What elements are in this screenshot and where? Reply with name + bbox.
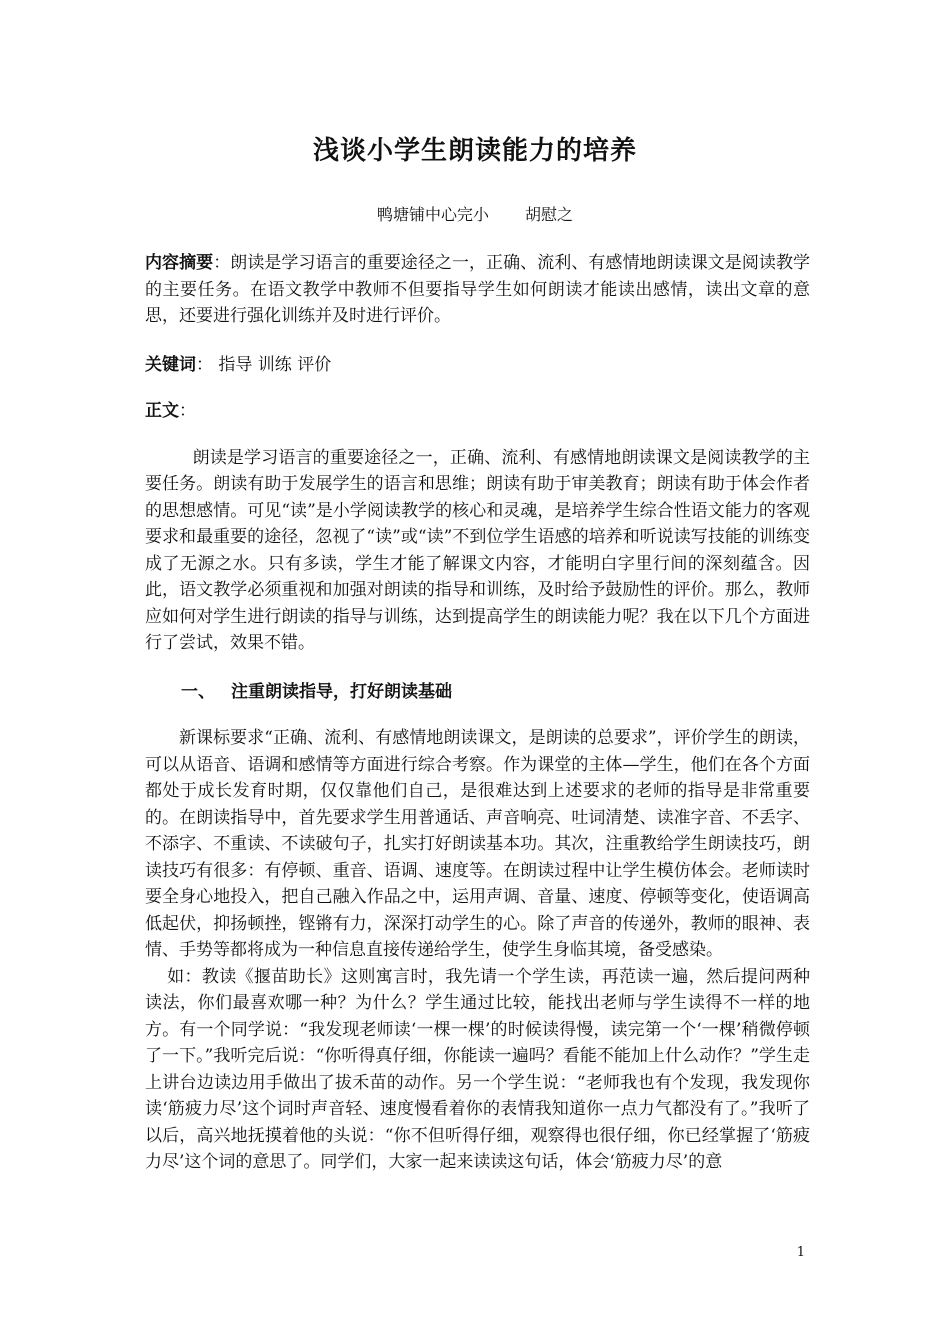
intro-paragraph: 朗读是学习语言的重要途径之一，正确、流利、有感情地朗读课文是阅读教学的主要任务。朗读有助于发展学生的语言和思维；朗读有助于审美教育；朗读有助于体会作者的思想感情。可见“读”是小学阅读教学的核心和灵魂，是培养学生综合性语文能力的客观要求和最重要的途径，忽视了“读”或“读”不到位学生语感的培养和听说读写技能的训练变成了无源之水。只有多读，学生才能了解课文内容，才能明白字里行间的深刻蕴含。因此，语文教学必须重视和加强对朗读的指导和训练，及时给予鼓励性的评价。那么，教师应如何对学生进行朗读的指导与训练，达到提高学生的朗读能力呢？我在以下几个方面进行了尝试，效果不错。: [145, 447, 810, 653]
section-title: 注重朗读指导，打好朗读基础: [231, 681, 452, 702]
keywords-text: ： 指导 训练 评价: [196, 354, 332, 375]
body-label: 正文: [145, 401, 179, 421]
document-title: 浅谈小学生朗读能力的培养: [312, 136, 637, 166]
author-line: [0, 202, 950, 225]
body-label-suffix: ：: [179, 401, 196, 421]
section-paragraph-2: 如：教读《揠苗助长》这则寓言时，我先请一个学生读，再范读一遍，然后提问两种读法，你们最喜欢哪一种？为什么？学生通过比较，能找出老师与学生读得不一样的地方。有一个同学说：“我发现老师读‘一棵一棵’的时候读得慢，读完第一个‘一棵’稍微停顿了一下。”我听完后说：“你听得真仔细，你能读一遍吗？看能不能加上什么动作？”学生走上讲台边读边用手做出了拔禾苗的动作。另一个学生说：“老师我也有个发现，我发现你读‘筋疲力尽’这个词时声音轻、速度慢看着你的表情我知道你一点力气都没有了。”我听了以后，高兴地抚摸着他的头说：“你不但听得仔细，观察得也很仔细，你已经掌握了‘筋疲力尽’这个词的意思了。同学们，大家一起来读读这句话，体会‘筋疲力尽’的意: [145, 966, 810, 1172]
section-paragraph-1: 新课标要求“正确、流利、有感情地朗读课文，是朗读的总要求”，评价学生的朗读，可以从语音、语调和感情等方面进行综合考察。作为课堂的主体—学生，他们在各个方面都处于成长发育时期，仅仅靠他们自己，是很难达到上述要求的老师的指导是非常重要的。在朗读指导中，首先要求学生用普通话、声音响亮、吐词清楚、读准字音、不丢字、不添字、不重读、不读破句子，扎实打好朗读基本功。其次，注重教给学生朗读技巧，朗读技巧有很多：有停顿、重音、语调、速度等。在朗读过程中让学生模仿体会。老师读时要全身心地投入，把自己融入作品之中，运用声调、音量、速度、停顿等变化，使语调高低起伏，抑扬顿挫，铿锵有力，深深打动学生的心。除了声音的传递外，教师的眼神、表情、手势等都将成为一种信息直接传递给学生，使学生身临其境，备受感染。: [145, 728, 810, 960]
document-content: [145, 250, 810, 1176]
author-name: 胡慰之: [525, 205, 574, 224]
page-number: 1: [796, 1245, 805, 1260]
section-heading: [145, 679, 810, 706]
keywords-paragraph: [145, 352, 810, 379]
keywords-label: 关键词: [145, 354, 196, 375]
abstract-text: ：朗读是学习语言的重要途径之一，正确、流利、有感情地朗读课文是阅读教学的主要任务。在语文教学中教师不但要指导学生如何朗读才能读出感情，读出文章的意思，还要进行强化训练并及时进行评价。: [145, 253, 811, 326]
section-number: 一、: [181, 681, 215, 702]
body-label-paragraph: [145, 398, 810, 425]
abstract-label: 内容摘要: [145, 253, 214, 273]
abstract-paragraph: [145, 250, 810, 330]
author-school: 鸭塘铺中心完小: [376, 205, 489, 224]
